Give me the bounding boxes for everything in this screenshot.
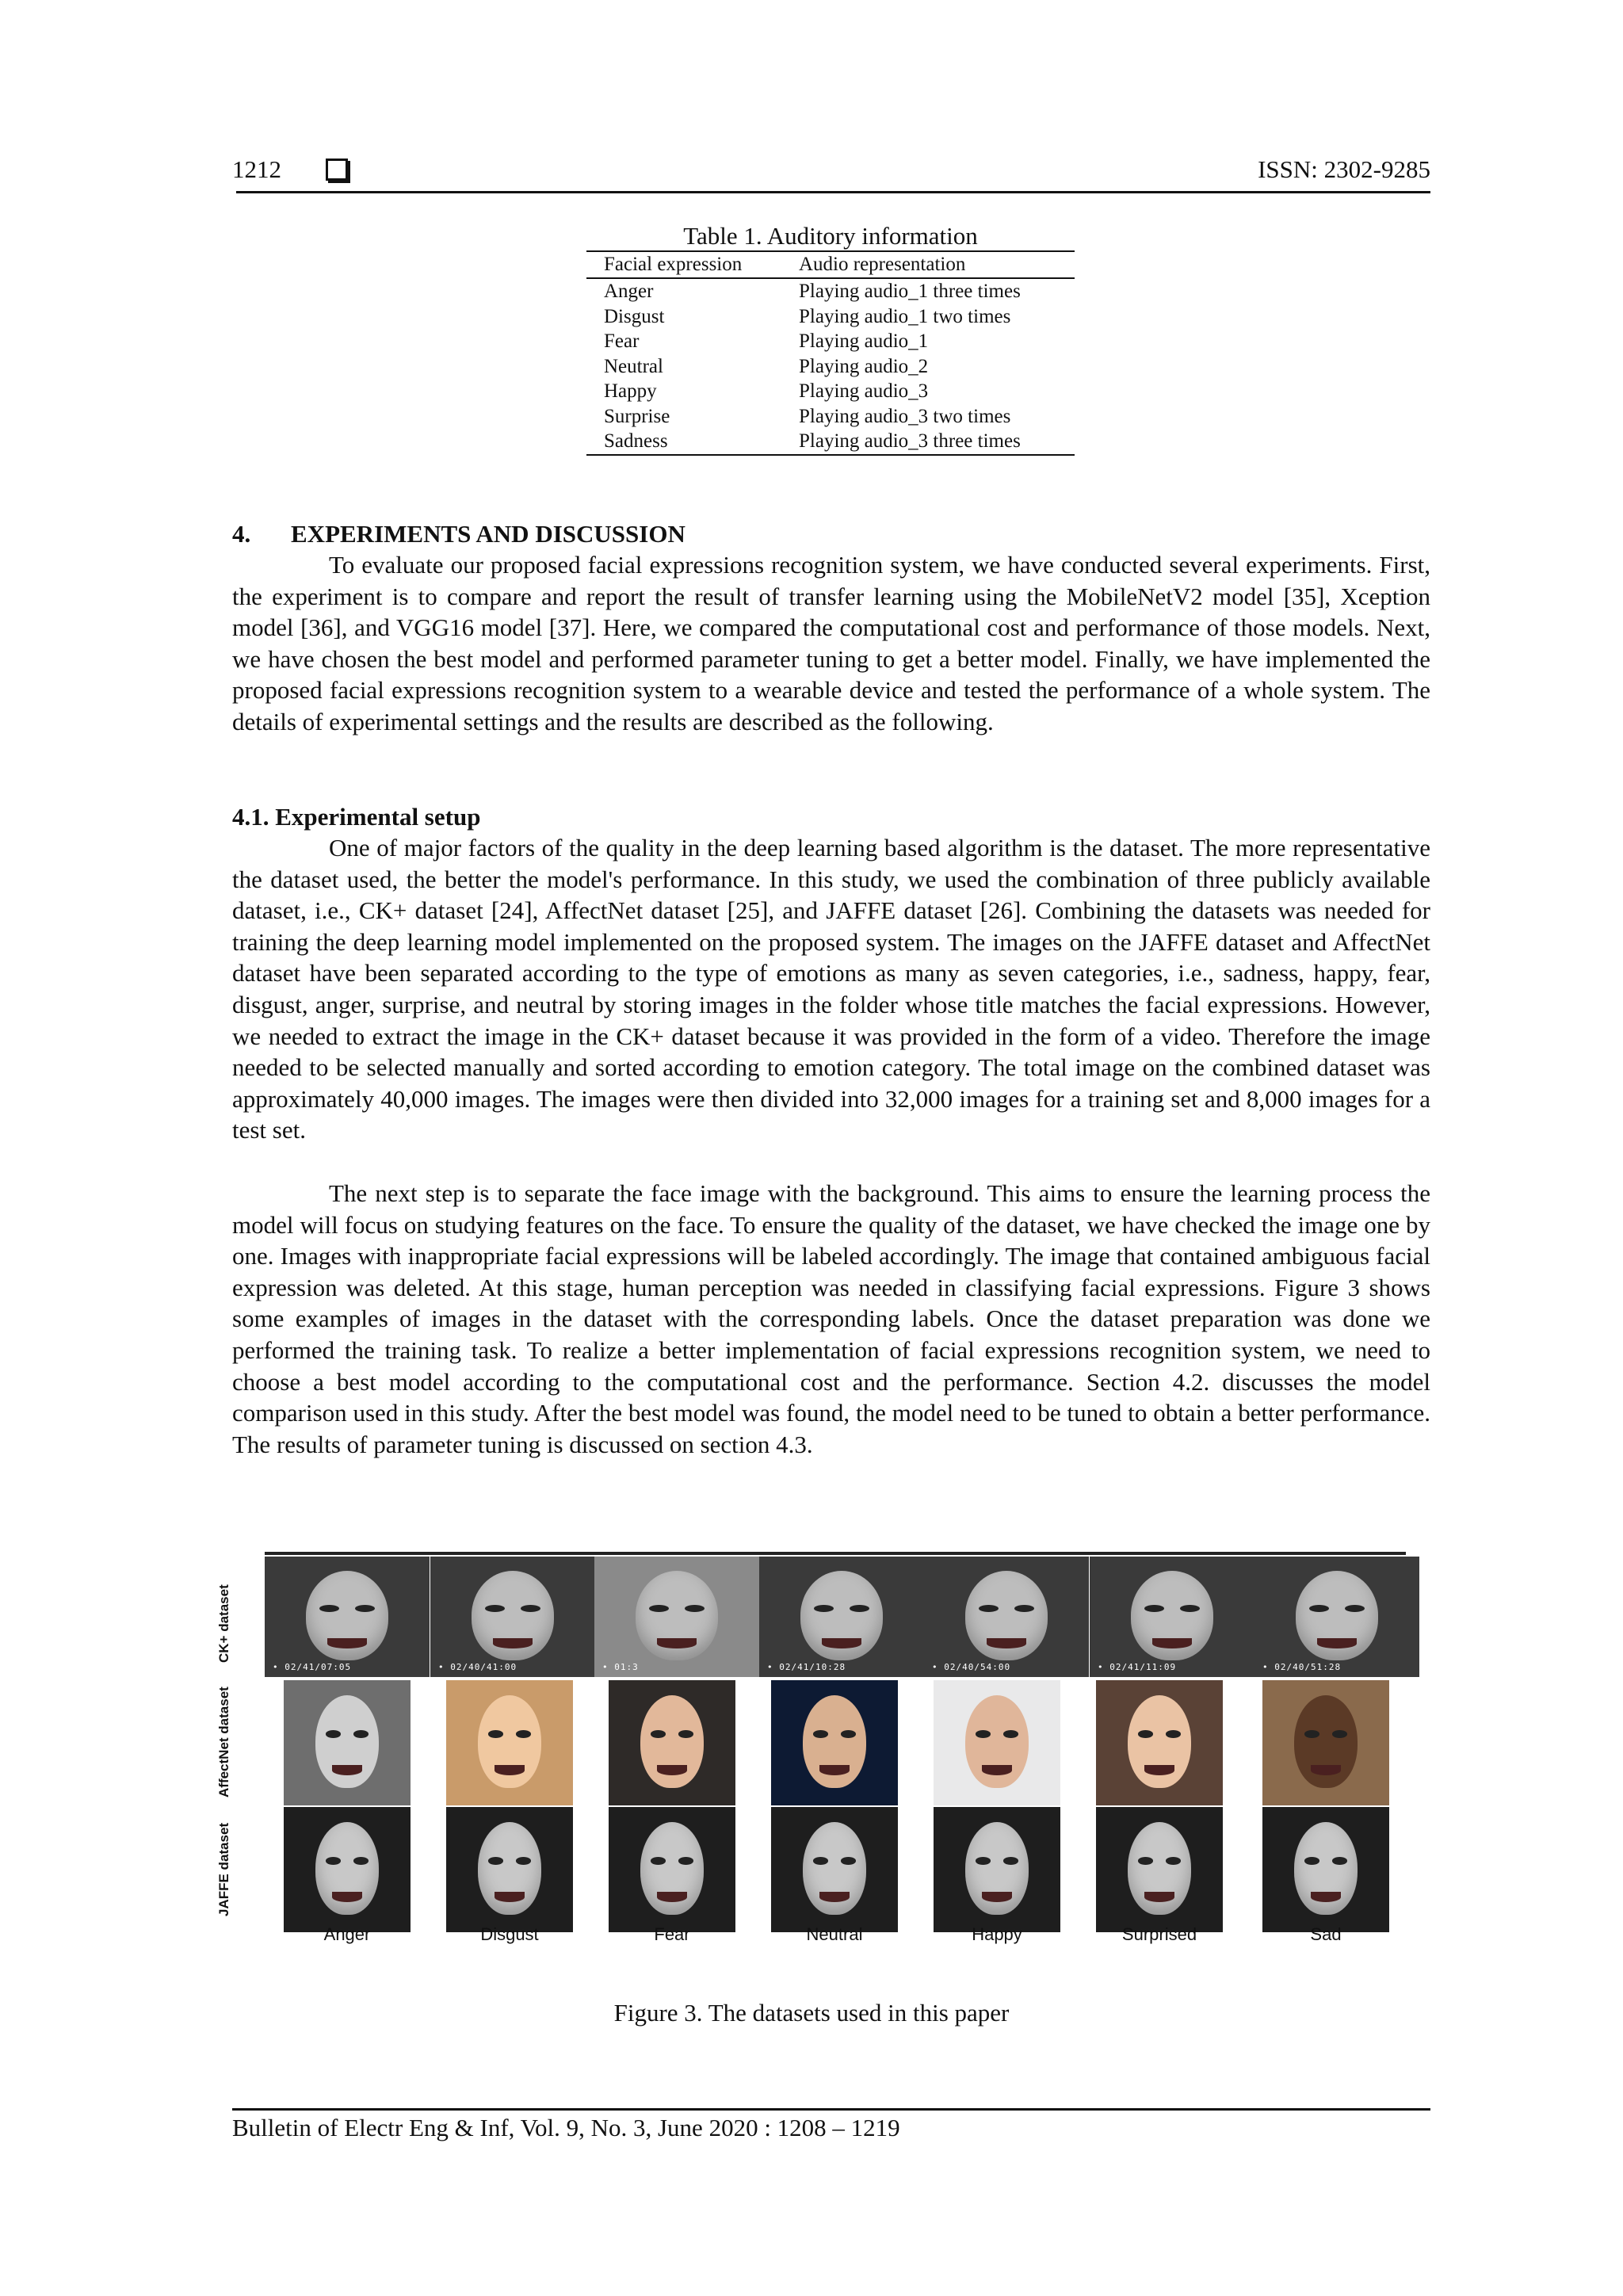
video-timestamp: • 02/41/11:09 bbox=[1098, 1662, 1177, 1672]
affectnet-image-disgust bbox=[446, 1680, 573, 1805]
video-timestamp: • 02/40/51:28 bbox=[1262, 1662, 1342, 1672]
figure-3 bbox=[216, 1545, 1417, 1958]
header-rule bbox=[236, 191, 1430, 193]
ck-image-disgust bbox=[430, 1557, 595, 1677]
issn: ISSN: 2302-9285 bbox=[1258, 155, 1430, 183]
table-cell: Playing audio_1 three times bbox=[799, 281, 1021, 302]
table-cell: Playing audio_1 bbox=[799, 330, 929, 352]
jaffe-image-surprised bbox=[1096, 1807, 1223, 1932]
paragraph-text: One of major factors of the quality in the deep learning based algorithm is the dataset. The more representative the dataset used, the better the model's performance. In this study, we used the combination of three publicly available dataset, i.e., CK+ dataset [24], AffectNet dataset [25], and JAFFE dataset [26]. Combining the datasets was needed for training the deep learning model implemented on the proposed system. The images on the JAFFE dataset and AffectNet dataset have been separated according to the type of emotions as many as seven categories, i.e., sadness, happy, fear, disgust, anger, surprise, and neutral by storing images in the folder whose title matches the facial expressions. However, we needed to extract the image in the CK+ dataset because it was provided in the form of a video. Therefore the image needed to be selected manually and sorted according to emotion category. The total image on the combined dataset was approximately 40,000 images. The images were then divided into 32,000 images for a training set and 8,000 images for a test set. bbox=[232, 834, 1430, 1144]
jaffe-image-sad bbox=[1262, 1807, 1389, 1932]
video-timestamp: • 02/41/10:28 bbox=[767, 1662, 846, 1672]
table-cell: Playing audio_3 two times bbox=[799, 405, 1011, 427]
table-row bbox=[586, 329, 1075, 354]
section-number: 4. bbox=[232, 520, 251, 548]
table-row bbox=[586, 429, 1075, 455]
column-label-anger: Anger bbox=[323, 1924, 371, 1944]
ck-image-fear bbox=[594, 1557, 759, 1677]
footer-rule bbox=[232, 2108, 1430, 2111]
table-cell: Playing audio_1 two times bbox=[799, 305, 1011, 327]
table-cell: Playing audio_2 bbox=[799, 355, 929, 377]
ck-image-happy bbox=[924, 1557, 1089, 1677]
affectnet-image-surprised bbox=[1096, 1680, 1223, 1805]
ck-image-sad bbox=[1254, 1557, 1419, 1677]
video-timestamp: • 01:3 bbox=[602, 1662, 639, 1672]
affectnet-image-neutral bbox=[771, 1680, 898, 1805]
square-bullet-icon bbox=[326, 159, 348, 181]
column-label-fear: Fear bbox=[654, 1924, 690, 1944]
subsection-paragraph-1 bbox=[232, 832, 1430, 1146]
column-header: Audio representation bbox=[799, 251, 1075, 278]
table-row bbox=[586, 404, 1075, 430]
table-cell: Playing audio_3 bbox=[799, 380, 929, 402]
figure-top-line bbox=[265, 1552, 1406, 1555]
table-cell: Playing audio_3 three times bbox=[799, 429, 1075, 455]
table-1 bbox=[586, 222, 1075, 456]
section-title: EXPERIMENTS AND DISCUSSION bbox=[291, 520, 685, 548]
running-header bbox=[232, 155, 1430, 190]
table-cell: Happy bbox=[604, 380, 657, 402]
jaffe-image-anger bbox=[284, 1807, 411, 1932]
jaffe-image-disgust bbox=[446, 1807, 573, 1932]
table-cell: Disgust bbox=[604, 305, 665, 327]
affectnet-image-anger bbox=[284, 1680, 411, 1805]
table-row bbox=[586, 304, 1075, 330]
affectnet-image-happy bbox=[934, 1680, 1060, 1805]
column-label-neutral: Neutral bbox=[806, 1924, 863, 1944]
table-cell: Surprise bbox=[604, 405, 670, 427]
table-cell: Neutral bbox=[604, 355, 663, 377]
subsection-paragraph-2 bbox=[232, 1178, 1430, 1460]
ck-image-anger bbox=[265, 1557, 430, 1677]
ck-image-surprised bbox=[1090, 1557, 1254, 1677]
table-cell: Sadness bbox=[586, 429, 799, 455]
row-label-ck: CK+ dataset bbox=[216, 1584, 231, 1663]
page-number: 1212 bbox=[232, 155, 281, 183]
column-header: Facial expression bbox=[586, 251, 799, 278]
column-label-disgust: Disgust bbox=[480, 1924, 539, 1944]
section-heading bbox=[232, 520, 685, 548]
table-row bbox=[586, 379, 1075, 404]
section-paragraph bbox=[232, 549, 1430, 738]
column-label-happy: Happy bbox=[972, 1924, 1022, 1944]
video-timestamp: • 02/41/07:05 bbox=[273, 1662, 352, 1672]
ck-image-neutral bbox=[759, 1557, 924, 1677]
table-row bbox=[586, 354, 1075, 380]
footer-citation: Bulletin of Electr Eng & Inf, Vol. 9, No. 3, June 2020 : 1208 – 1219 bbox=[232, 2114, 900, 2141]
column-label-surprised: Surprised bbox=[1121, 1924, 1197, 1944]
table-cell: Fear bbox=[604, 330, 640, 352]
row-label-affectnet: AffectNet dataset bbox=[216, 1687, 231, 1797]
table-header-row bbox=[586, 251, 1075, 278]
jaffe-image-neutral bbox=[771, 1807, 898, 1932]
paragraph-text: The next step is to separate the face image with the background. This aims to ensure the learning process the model will focus on studying features on the face. To ensure the quality of the dataset, we have checked the image one by one. Images with inappropriate facial expressions will be labeled accordingly. The image that contained ambiguous facial expression was deleted. At this stage, human perception was needed in classifying facial expressions. Figure 3 shows some examples of images in the dataset with the corresponding labels. Once the dataset preparation was done we performed the training task. To realize a better implementation of facial expressions recognition system, we need to choose a best model according to the computational cost and the performance. Section 4.2. discusses the model comparison used in this study. After the best model was found, the model need to be tuned to obtain a better performance. The results of parameter tuning is discussed on section 4.3. bbox=[232, 1179, 1430, 1458]
jaffe-image-fear bbox=[609, 1807, 735, 1932]
subsection-heading: 4.1. Experimental setup bbox=[232, 803, 481, 831]
table-cell: Anger bbox=[604, 281, 654, 302]
affectnet-image-fear bbox=[609, 1680, 735, 1805]
figure-caption: Figure 3. The datasets used in this paper bbox=[613, 1999, 1010, 2027]
paragraph-text: To evaluate our proposed facial expressions recognition system, we have conducted several experiments. First, the experiment is to compare and report the result of transfer learning using the MobileNetV2 model [35], Xception model [36], and VGG16 model [37]. Here, we compared the computational cost and performance of those models. Next, we have chosen the best model and performed parameter tuning to get a better model. Finally, we have implemented the proposed facial expressions recognition system to a wearable device and tested the performance of a whole system. The details of experimental settings and the results are described as the following. bbox=[232, 551, 1430, 735]
column-label-sad: Sad bbox=[1310, 1924, 1342, 1944]
video-timestamp: • 02/40/54:00 bbox=[932, 1662, 1011, 1672]
video-timestamp: • 02/40/41:00 bbox=[438, 1662, 517, 1672]
affectnet-image-sad bbox=[1262, 1680, 1389, 1805]
auditory-table bbox=[586, 250, 1075, 456]
table-row bbox=[586, 278, 1075, 304]
table-caption: Table 1. Auditory information bbox=[683, 222, 978, 250]
jaffe-image-happy bbox=[934, 1807, 1060, 1932]
row-label-jaffe: JAFFE dataset bbox=[216, 1822, 231, 1916]
